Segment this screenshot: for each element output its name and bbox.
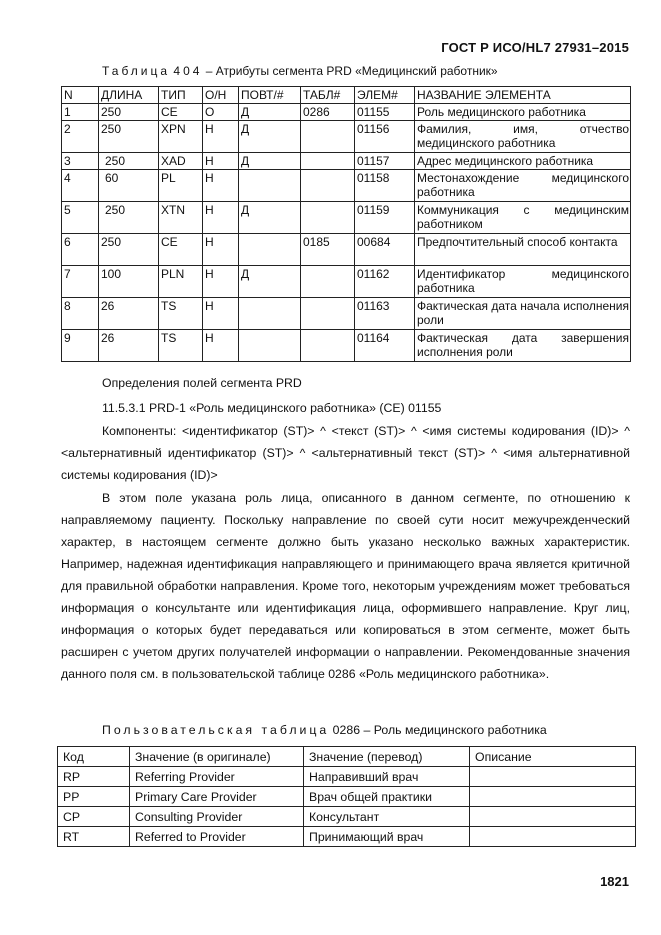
- table-header-row: [58, 747, 636, 767]
- col-header: ТАБЛ#: [301, 87, 355, 104]
- cell-item: 01164: [355, 330, 415, 362]
- cell-element-name: Адрес медицинского работника: [415, 153, 631, 170]
- cell-length: 250: [99, 234, 159, 266]
- cell-length: 250: [99, 153, 159, 170]
- cell-type: CE: [159, 234, 203, 266]
- cell-n: 3: [62, 153, 99, 170]
- cell-table: 0185: [301, 234, 355, 266]
- cell-code: PP: [58, 787, 130, 807]
- table-row: [62, 104, 631, 121]
- cell-rep: Д: [239, 121, 301, 153]
- cell-length: 60: [99, 170, 159, 202]
- table-404-caption: [102, 64, 498, 78]
- cell-opt: Н: [203, 121, 239, 153]
- cell-element-name: Предпочтительный способ контакта: [415, 234, 631, 266]
- cell-opt: Н: [203, 330, 239, 362]
- cell-opt: Н: [203, 266, 239, 298]
- cell-element-name: Фамилия, имя, отчество медицинского работника: [415, 121, 631, 153]
- cell-translation: Врач общей практики: [304, 787, 470, 807]
- cell-item: 01156: [355, 121, 415, 153]
- cell-length: 250: [99, 104, 159, 121]
- section-heading: Определения полей сегмента PRD: [102, 376, 302, 390]
- cell-length: 250: [99, 202, 159, 234]
- cell-item: 01157: [355, 153, 415, 170]
- cell-code: RP: [58, 767, 130, 787]
- cell-table: [301, 170, 355, 202]
- table-row: [62, 170, 631, 202]
- cell-original: Consulting Provider: [130, 807, 304, 827]
- table-row: [58, 807, 636, 827]
- col-header: ПОВТ/#: [239, 87, 301, 104]
- col-header: ТИП: [159, 87, 203, 104]
- cell-description: [470, 807, 636, 827]
- cell-table: [301, 121, 355, 153]
- cell-table: [301, 153, 355, 170]
- cell-element-name: Коммуникация с медицинским работником: [415, 202, 631, 234]
- col-header: ДЛИНА: [99, 87, 159, 104]
- caption-rest: 0286 – Роль медицинского работника: [329, 723, 547, 737]
- table-row: [62, 298, 631, 330]
- col-header: НАЗВАНИЕ ЭЛЕМЕНТА: [415, 87, 631, 104]
- cell-original: Referred to Provider: [130, 827, 304, 847]
- provider-role-table: [57, 746, 636, 847]
- components-paragraph: Компоненты: <идентификатор (ST)> ^ <текст (ST)> ^ <имя системы кодирования (ID)> ^ <альтернативный идентификатор (ST)> ^ <альтернативный текст (ST)> ^ <имя альтернативной системы кодирования (ID)>: [61, 424, 630, 482]
- cell-element-name: Фактическая дата начала исполнения роли: [415, 298, 631, 330]
- body-paragraph: В этом поле указана роль лица, описанного в данном сегменте, по отношению к направляемому пациенту. Поскольку направление по своей сути носит межучрежденческий характер, в настоящем сегменте должно быть указано несколько важных характеристик. Например, надежная идентификация направляющего и принимающего врача является критичной для правильной обработки направления. Кроме того, некоторым учреждениям может требоваться информация о консультанте или идентификация лица, оформившего направление. Круг лиц, информация о которых будет передаваться или копироваться в этом сегменте, может быть расширен с учетом других получателей информации о направлении. Рекомендованные значения данного поля см. в пользовательской таблице 0286 «Роль медицинского работника».: [61, 491, 630, 681]
- cell-item: 01162: [355, 266, 415, 298]
- cell-n: 8: [62, 298, 99, 330]
- cell-n: 5: [62, 202, 99, 234]
- table-row: [62, 266, 631, 298]
- cell-rep: [239, 330, 301, 362]
- cell-translation: Консультант: [304, 807, 470, 827]
- cell-opt: Н: [203, 234, 239, 266]
- cell-item: 01163: [355, 298, 415, 330]
- table-row: [62, 330, 631, 362]
- table-0286-caption: [102, 719, 547, 741]
- caption-rest: – Атрибуты сегмента PRD «Медицинский работник»: [202, 64, 498, 78]
- cell-length: 26: [99, 298, 159, 330]
- cell-opt: Н: [203, 153, 239, 170]
- col-header: Код: [58, 747, 130, 767]
- cell-table: [301, 330, 355, 362]
- cell-code: RT: [58, 827, 130, 847]
- cell-description: [470, 787, 636, 807]
- cell-translation: Принимающий врач: [304, 827, 470, 847]
- section-subheading: 11.5.3.1 PRD-1 «Роль медицинского работника» (CE) 01155: [102, 401, 442, 415]
- cell-type: XAD: [159, 153, 203, 170]
- table-row: [58, 787, 636, 807]
- cell-type: TS: [159, 298, 203, 330]
- cell-rep: Д: [239, 266, 301, 298]
- table-row: [62, 153, 631, 170]
- caption-word: Таблица: [102, 64, 171, 78]
- table-header-row: [62, 87, 631, 104]
- col-header: Значение (перевод): [304, 747, 470, 767]
- cell-opt: Н: [203, 298, 239, 330]
- cell-translation: Направивший врач: [304, 767, 470, 787]
- col-header: О/Н: [203, 87, 239, 104]
- cell-type: CE: [159, 104, 203, 121]
- cell-rep: Д: [239, 153, 301, 170]
- cell-rep: [239, 170, 301, 202]
- cell-table: [301, 298, 355, 330]
- cell-n: 1: [62, 104, 99, 121]
- cell-type: XPN: [159, 121, 203, 153]
- cell-n: 2: [62, 121, 99, 153]
- cell-element-name: Фактическая дата завершения исполнения роли: [415, 330, 631, 362]
- col-header: ЭЛЕМ#: [355, 87, 415, 104]
- cell-item: 01159: [355, 202, 415, 234]
- cell-table: [301, 202, 355, 234]
- cell-original: Primary Care Provider: [130, 787, 304, 807]
- cell-opt: О: [203, 104, 239, 121]
- prd-attributes-table: [61, 86, 631, 362]
- cell-code: CP: [58, 807, 130, 827]
- cell-table: 0286: [301, 104, 355, 121]
- col-header: Значение (в оригинале): [130, 747, 304, 767]
- cell-table: [301, 266, 355, 298]
- cell-opt: Н: [203, 202, 239, 234]
- cell-n: 7: [62, 266, 99, 298]
- caption-word: Пользовательская таблица: [102, 723, 330, 737]
- cell-rep: [239, 234, 301, 266]
- cell-item: 01158: [355, 170, 415, 202]
- caption-number: 404: [173, 64, 203, 78]
- cell-original: Referring Provider: [130, 767, 304, 787]
- col-header: N: [62, 87, 99, 104]
- cell-description: [470, 767, 636, 787]
- page-number: 1821: [600, 874, 629, 889]
- col-header: Описание: [470, 747, 636, 767]
- cell-n: 4: [62, 170, 99, 202]
- cell-type: PL: [159, 170, 203, 202]
- cell-description: [470, 827, 636, 847]
- cell-length: 26: [99, 330, 159, 362]
- cell-length: 250: [99, 121, 159, 153]
- table-row: [58, 767, 636, 787]
- cell-rep: Д: [239, 104, 301, 121]
- cell-rep: Д: [239, 202, 301, 234]
- cell-n: 9: [62, 330, 99, 362]
- cell-type: TS: [159, 330, 203, 362]
- table-row: [62, 202, 631, 234]
- table-row: [62, 234, 631, 266]
- table-row: [62, 121, 631, 153]
- cell-n: 6: [62, 234, 99, 266]
- cell-type: PLN: [159, 266, 203, 298]
- table-row: [58, 827, 636, 847]
- document-standard-header: ГОСТ Р ИСО/HL7 27931–2015: [441, 40, 629, 55]
- cell-type: XTN: [159, 202, 203, 234]
- cell-item: 01155: [355, 104, 415, 121]
- cell-element-name: Местонахождение медицинского работника: [415, 170, 631, 202]
- cell-element-name: Идентификатор медицинского работника: [415, 266, 631, 298]
- cell-rep: [239, 298, 301, 330]
- cell-element-name: Роль медицинского работника: [415, 104, 631, 121]
- cell-opt: Н: [203, 170, 239, 202]
- cell-item: 00684: [355, 234, 415, 266]
- cell-length: 100: [99, 266, 159, 298]
